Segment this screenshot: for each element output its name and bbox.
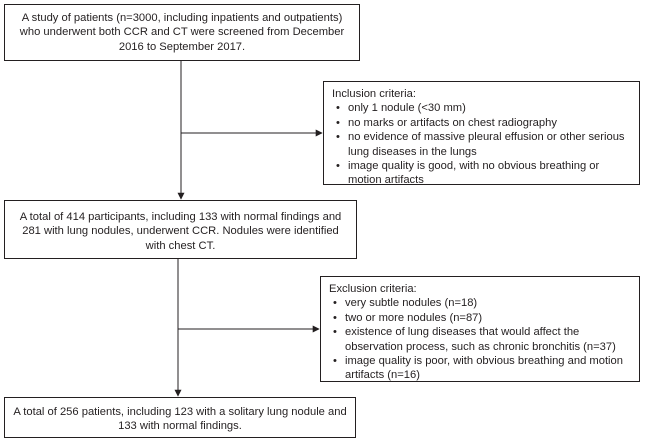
exclusion-criteria-box [320, 276, 640, 382]
inclusion-item: • no evidence of massive pleural effusion or other serious lung diseases in the lungs [348, 130, 631, 159]
screening-box [4, 4, 360, 61]
exclusion-item: • two or more nodules (n=87) [345, 311, 631, 325]
final-cohort-text: A total of 256 patients, including 123 with a solitary lung nodule and 133 with normal findings. [13, 406, 347, 433]
exclusion-criteria-title: Exclusion criteria: [329, 283, 417, 295]
exclusion-item: • existence of lung diseases that would affect the observation process, such as chronic bronchitis (n=37) [345, 325, 631, 354]
participants-text: A total of 414 participants, including 133 with normal findings and 281 with lung nodules, underwent CCR. Nodules were identified with chest CT. [19, 211, 342, 252]
exclusion-item: • image quality is poor, with obvious breathing and motion artifacts (n=16) [345, 354, 631, 383]
inclusion-criteria-list [332, 101, 631, 187]
participants-box [4, 200, 357, 259]
inclusion-criteria-title: Inclusion criteria: [332, 88, 416, 100]
exclusion-item: • very subtle nodules (n=18) [345, 296, 631, 310]
inclusion-item: • image quality is good, with no obvious breathing or motion artifacts [348, 159, 631, 188]
exclusion-criteria-list [329, 296, 631, 382]
screening-text: A study of patients (n=3000, including inpatients and outpatients) who underwent both CCR and CT were screened from December 2016 to September 2017. [19, 12, 345, 53]
inclusion-item: • no marks or artifacts on chest radiography [348, 116, 631, 130]
final-cohort-box [4, 397, 356, 438]
inclusion-criteria-box [323, 81, 640, 185]
inclusion-item: • only 1 nodule (<30 mm) [348, 101, 631, 115]
